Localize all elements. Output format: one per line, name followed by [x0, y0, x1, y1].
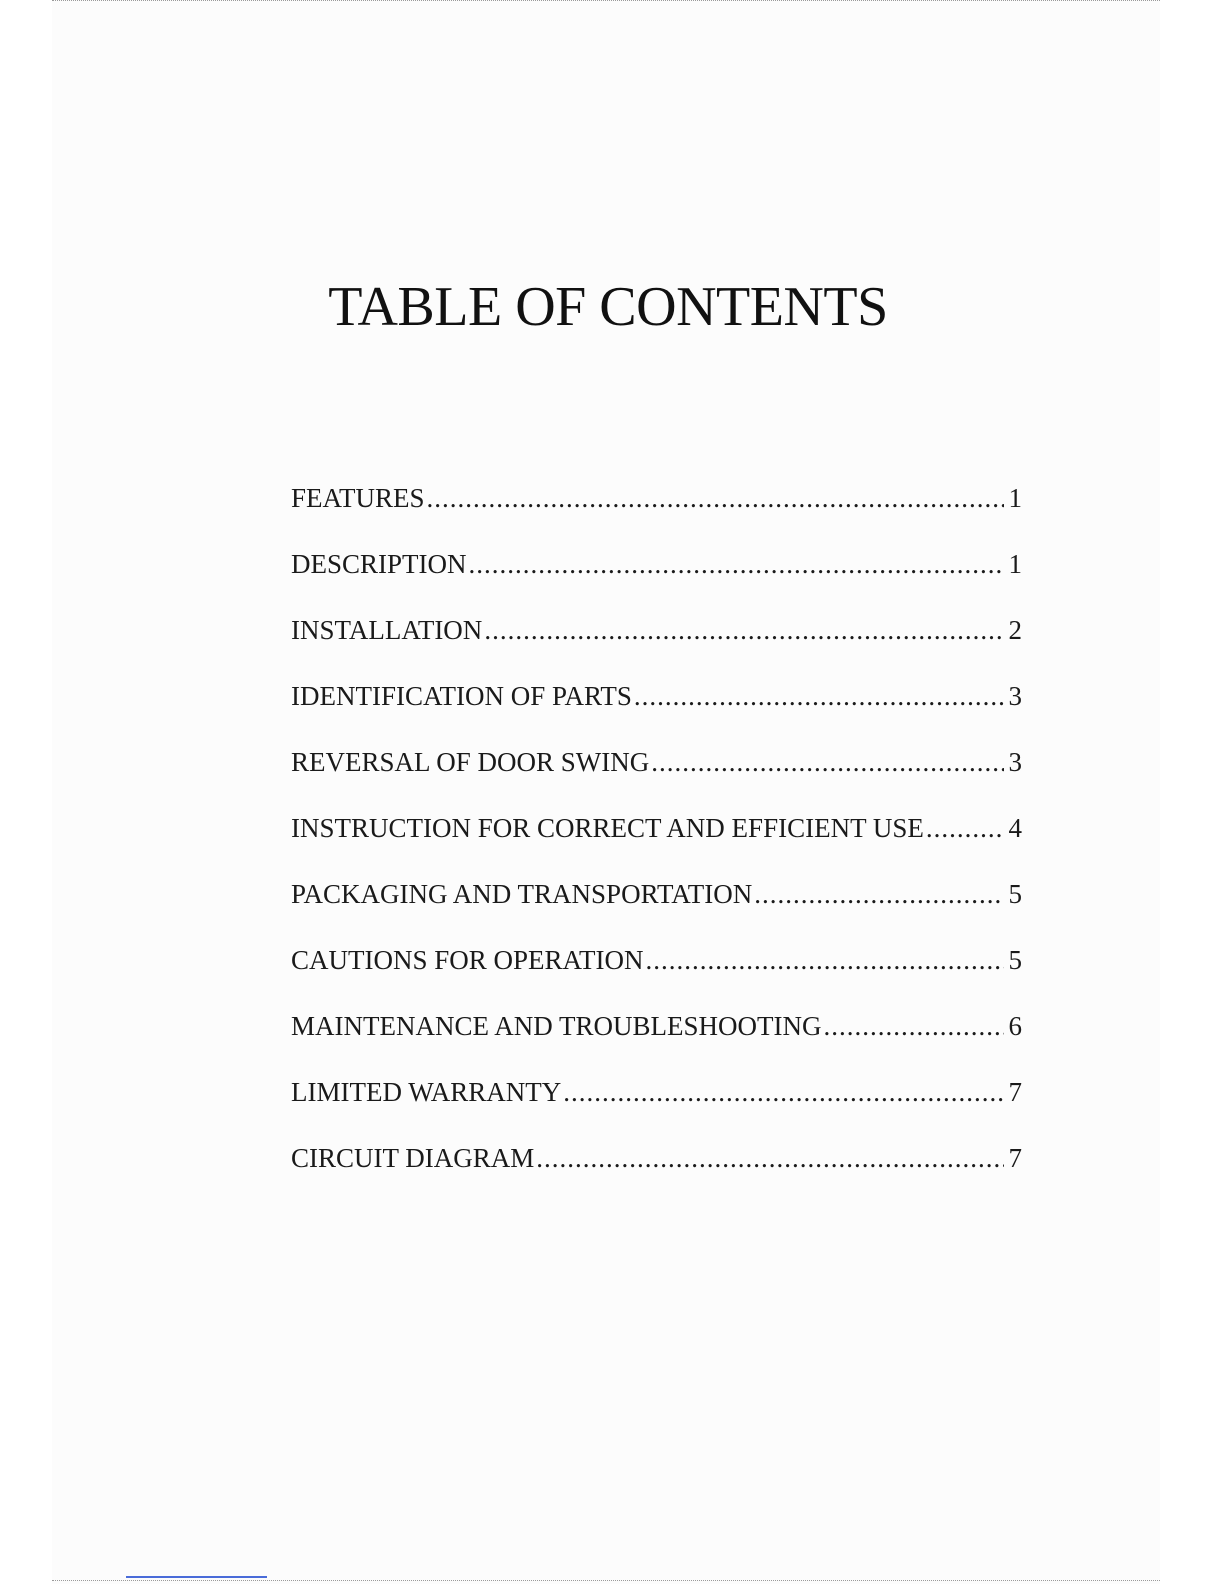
toc-entry-label: CAUTIONS FOR OPERATION [291, 945, 644, 975]
toc-leader-dots [536, 1138, 1004, 1178]
toc-entry-label: PACKAGING AND TRANSPORTATION [291, 879, 753, 909]
toc-entry-identification-of-parts[interactable] [291, 676, 1022, 742]
toc-entry-circuit-diagram[interactable] [291, 1138, 1022, 1204]
toc-entry-page: 1 [1008, 483, 1022, 513]
toc-entry-description[interactable] [291, 544, 1022, 610]
toc-entry-page: 7 [1008, 1077, 1022, 1107]
toc-entry-page: 5 [1008, 945, 1022, 975]
toc-entry-page: 6 [1008, 1011, 1022, 1041]
toc-entry-page: 7 [1008, 1143, 1022, 1173]
table-of-contents [291, 478, 1022, 1204]
toc-entry-label: MAINTENANCE AND TROUBLESHOOTING [291, 1011, 822, 1041]
page-title: TABLE OF CONTENTS [328, 276, 888, 338]
toc-leader-dots [926, 808, 1004, 848]
toc-entry-label: FEATURES [291, 483, 425, 513]
toc-entry-cautions-for-operation[interactable] [291, 940, 1022, 1006]
toc-entry-instruction-for-use[interactable] [291, 808, 1022, 874]
toc-entry-page: 3 [1008, 747, 1022, 777]
footer-link-underline[interactable] [126, 1576, 267, 1578]
toc-entry-page: 3 [1008, 681, 1022, 711]
toc-leader-dots [634, 676, 1004, 716]
toc-leader-dots [469, 544, 1004, 584]
toc-entry-label: CIRCUIT DIAGRAM [291, 1143, 535, 1173]
toc-entry-label: DESCRIPTION [291, 549, 467, 579]
toc-leader-dots [646, 940, 1004, 980]
toc-entry-label: INSTALLATION [291, 615, 483, 645]
toc-entry-label: LIMITED WARRANTY [291, 1077, 562, 1107]
toc-entry-reversal-of-door-swing[interactable] [291, 742, 1022, 808]
top-border-line [52, 0, 1160, 1]
toc-entry-page: 1 [1008, 549, 1022, 579]
toc-entry-label: IDENTIFICATION OF PARTS [291, 681, 632, 711]
toc-entry-page: 4 [1008, 813, 1022, 843]
toc-leader-dots [823, 1006, 1004, 1046]
toc-entry-label: REVERSAL OF DOOR SWING [291, 747, 650, 777]
toc-leader-dots [484, 610, 1004, 650]
toc-leader-dots [651, 742, 1004, 782]
toc-entry-page: 2 [1008, 615, 1022, 645]
toc-entry-limited-warranty[interactable] [291, 1072, 1022, 1138]
toc-leader-dots [563, 1072, 1004, 1112]
toc-leader-dots [754, 874, 1004, 914]
toc-entry-page: 5 [1008, 879, 1022, 909]
toc-entry-packaging-and-transportation[interactable] [291, 874, 1022, 940]
toc-entry-label: INSTRUCTION FOR CORRECT AND EFFICIENT USE [291, 813, 924, 843]
toc-entry-features[interactable] [291, 478, 1022, 544]
toc-entry-installation[interactable] [291, 610, 1022, 676]
bottom-border-line [52, 1580, 1160, 1581]
toc-entry-maintenance-and-troubleshooting[interactable] [291, 1006, 1022, 1072]
toc-leader-dots [427, 478, 1004, 518]
